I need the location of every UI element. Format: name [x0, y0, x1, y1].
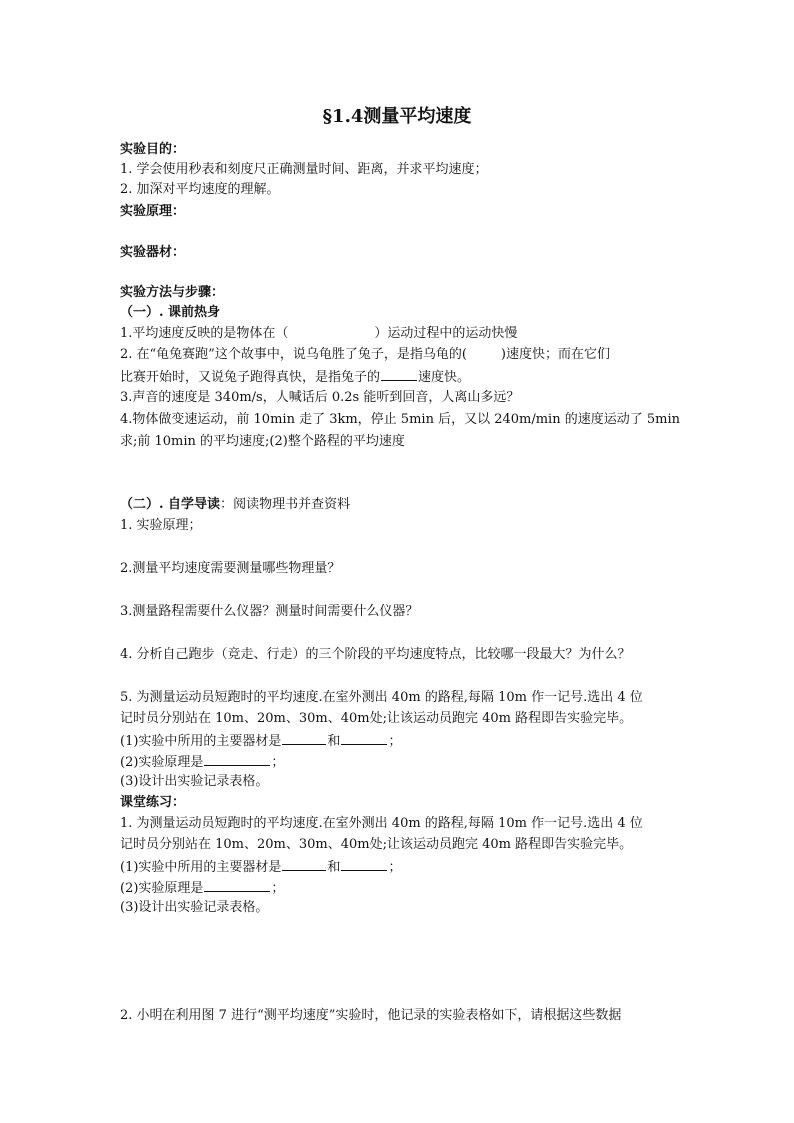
selfstudy-question-5-part-2 — [120, 751, 680, 773]
practice-heading: 课堂练习： — [120, 795, 186, 810]
selfstudy-question-3: 3.测量路程需要什么仪器？测量时间需要什么仪器？ — [120, 604, 419, 619]
practice-question-1-part-2 — [120, 877, 680, 899]
p1-equipment-blank-2[interactable] — [341, 856, 387, 871]
q5-part2-text: (2)实验原理是 — [120, 755, 204, 770]
q5-part1-and: 和 — [327, 734, 341, 749]
q1-text-b: ）运动过程中的运动快慢 — [374, 326, 518, 341]
q2-text-c: 比赛开始时，又说兔子跑得真快，是指兔子的 — [120, 370, 381, 385]
equipment-heading: 实验器材： — [120, 245, 186, 260]
practice-question-1-line-2: 记时员分别站在 10m、20m、30m、40m处;让该运动员跑完 40m 路程即告实验完毕。 — [120, 837, 633, 852]
warmup-question-2-line-2 — [120, 366, 680, 388]
p1-part2-end: ； — [271, 881, 285, 896]
q2-text-d: 速度快。 — [418, 370, 471, 385]
warmup-question-4-line-1: 4.物体做变速运动，前 10min 走了 3km，停止 5min 后，又以 240m/min 的速度运动了 5min — [120, 412, 680, 427]
q5-part1-end: ； — [388, 734, 402, 749]
selfstudy-heading-rest: ：阅读物理书并查资料 — [220, 497, 351, 512]
warmup-question-3: 3.声音的速度是 340m/s，人喊话后 0.2s 能听到回音，人离山多远？ — [120, 390, 520, 405]
warmup-question-1 — [120, 324, 680, 344]
p1-part1-and: 和 — [327, 860, 341, 875]
selfstudy-question-5-part-3: (3)设计出实验记录表格。 — [120, 774, 269, 789]
selfstudy-question-2: 2.测量平均速度需要测量哪些物理量？ — [120, 561, 341, 576]
method-heading: 实验方法与步骤： — [120, 285, 225, 300]
q2-text-b: )速度快；而在它们 — [500, 347, 610, 362]
p1-principle-blank[interactable] — [204, 877, 270, 892]
q5-principle-blank[interactable] — [204, 751, 270, 766]
principle-heading: 实验原理： — [120, 204, 186, 219]
q2-blank-2[interactable] — [381, 366, 417, 381]
objectives-heading: 实验目的： — [120, 142, 186, 157]
selfstudy-question-4: 4. 分析自己跑步（竞走、行走）的三个阶段的平均速度特点，比较哪一段最大？为什么？ — [120, 647, 631, 662]
practice-question-1-part-3: (3)设计出实验记录表格。 — [120, 900, 269, 915]
objective-item-2: 2. 加深对平均速度的理解。 — [120, 182, 280, 197]
warmup-question-2-line-1 — [120, 345, 680, 365]
q5-equipment-blank-2[interactable] — [341, 730, 387, 745]
selfstudy-question-5-part-1 — [120, 730, 680, 752]
q2-text-a: 2. 在“龟兔赛跑”这个故事中，说乌龟胜了兔子，是指乌龟的( — [120, 347, 467, 362]
selfstudy-heading-bold: （二）. 自学导读 — [120, 497, 221, 512]
practice-question-1-line-1: 1. 为测量运动员短跑时的平均速度.在室外测出 40m 的路程,每隔 10m 作一记号.选出 4 位 — [120, 816, 643, 831]
practice-question-2: 2. 小明在利用图 7 进行“测平均速度”实验时，他记录的实验表格如下，请根据这些数据 — [120, 1008, 622, 1023]
selfstudy-heading — [120, 495, 680, 515]
q5-equipment-blank-1[interactable] — [282, 730, 326, 745]
objective-item-1: 1. 学会使用秒表和刻度尺正确测量时间、距离，并求平均速度； — [120, 162, 488, 177]
q5-part1-text: (1)实验中所用的主要器材是 — [120, 734, 282, 749]
p1-equipment-blank-1[interactable] — [282, 856, 326, 871]
selfstudy-question-1: 1. 实验原理； — [120, 518, 202, 533]
p1-part1-text: (1)实验中所用的主要器材是 — [120, 860, 282, 875]
selfstudy-question-5-line-1: 5. 为测量运动员短跑时的平均速度.在室外测出 40m 的路程,每隔 10m 作一记号.选出 4 位 — [120, 690, 643, 705]
q5-part2-end: ； — [271, 755, 285, 770]
page-title: §1.4测量平均速度 — [322, 106, 472, 127]
warmup-heading: （一）. 课前热身 — [120, 305, 221, 320]
selfstudy-question-5-line-2: 记时员分别站在 10m、20m、30m、40m处;让该运动员跑完 40m 路程即告实验完毕。 — [120, 711, 633, 726]
warmup-question-4-line-2: 求;前 10min 的平均速度;(2)整个路程的平均速度 — [120, 434, 405, 449]
p1-part2-text: (2)实验原理是 — [120, 881, 204, 896]
practice-question-1-part-1 — [120, 856, 680, 878]
q1-text-a: 1.平均速度反映的是物体在（ — [120, 326, 289, 341]
p1-part1-end: ； — [388, 860, 402, 875]
